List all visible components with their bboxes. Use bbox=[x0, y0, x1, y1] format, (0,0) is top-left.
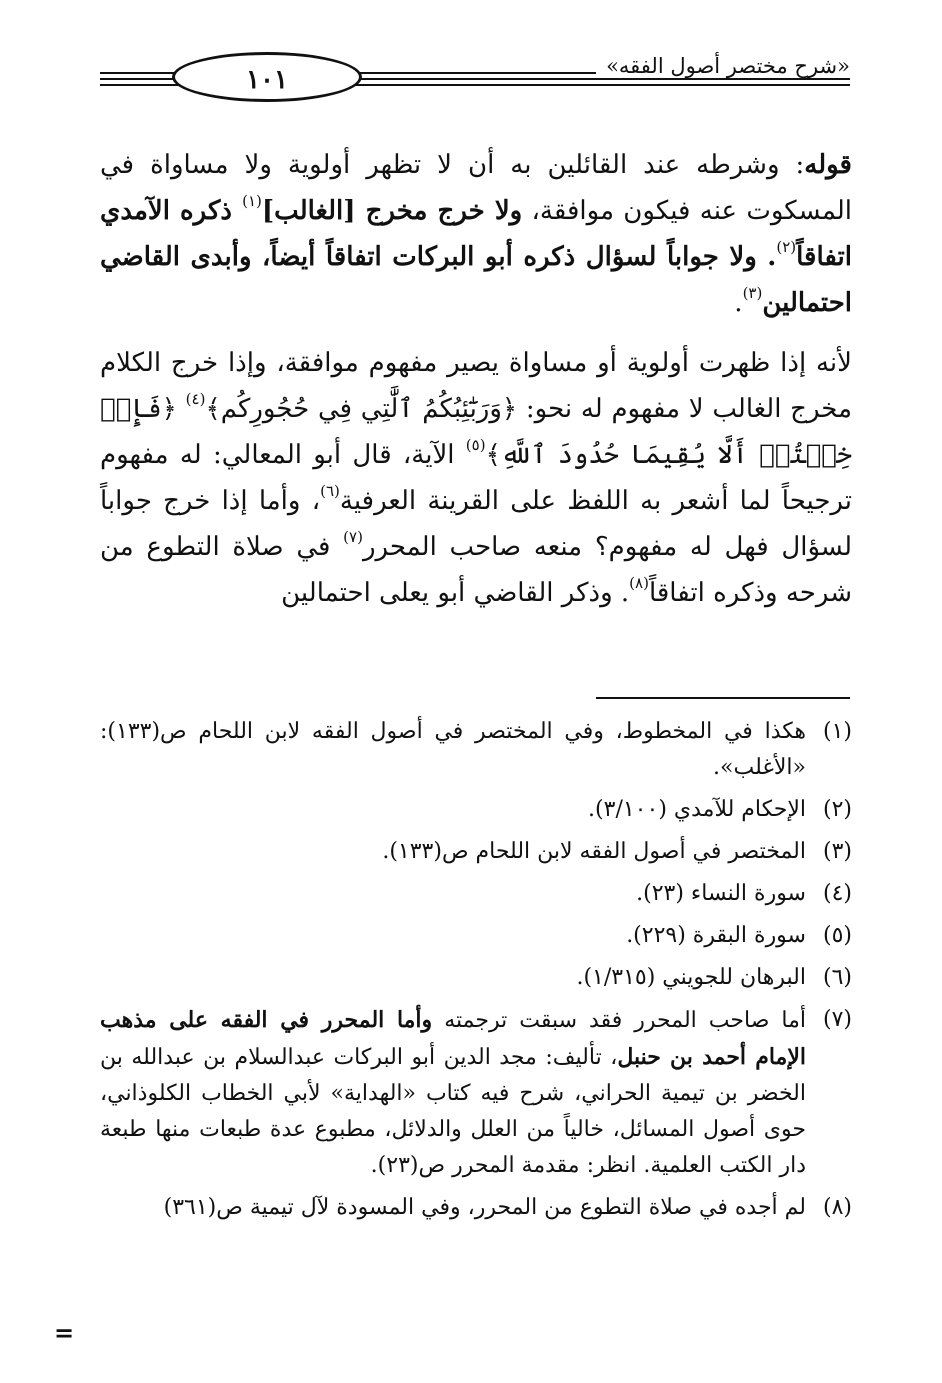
main-text bbox=[100, 142, 852, 616]
footnote-text: أما صاحب المحرر فقد سبقت ترجمته bbox=[432, 1008, 806, 1033]
text-run: ، وأما إذا خرج جواباً لسؤال فهل له مفهوم؟ منعه صاحب المحرر bbox=[100, 486, 852, 562]
footnote-ref[interactable]: (٦) bbox=[320, 482, 340, 501]
page-number: ١٠١ bbox=[172, 52, 362, 102]
footnote-6 bbox=[100, 960, 852, 996]
footnote-ref[interactable]: (٤) bbox=[185, 390, 206, 409]
footnotes bbox=[100, 714, 852, 1232]
footnote-ref[interactable]: (٧) bbox=[343, 528, 363, 547]
footnote-number: (١) bbox=[822, 719, 852, 744]
footnote-number: (٣) bbox=[822, 839, 852, 864]
footnote-number: (٨) bbox=[822, 1195, 852, 1220]
footnote-ref[interactable]: (٥) bbox=[465, 436, 486, 455]
footnote-ref[interactable]: (٣) bbox=[742, 284, 763, 303]
page-header bbox=[100, 48, 850, 108]
running-title: «شرح مختصر أصول الفقه» bbox=[596, 54, 850, 78]
paragraph-matn bbox=[100, 142, 852, 326]
footnote-text: البرهان للجويني (١/٣١٥). bbox=[576, 965, 806, 990]
quran-quote: ﴿وَرَبَٰٓئِبُكُمُ ٱلَّٰتِي فِي حُجُورِكُم﴾ bbox=[205, 394, 518, 424]
quran-quote: ﴿فَإِنۡ خِفۡتُمۡ أَلَّا يُقِيمَا حُدُودَ ٱللَّهِ﴾ bbox=[100, 394, 853, 470]
footnote-number: (٥) bbox=[822, 923, 852, 948]
footnote-number: (٧) bbox=[822, 1007, 852, 1032]
text-run: في صلاة التطوع من شرحه وذكره اتفاقاً bbox=[100, 532, 852, 608]
continuation-mark: = bbox=[54, 1318, 75, 1347]
footnote-text: لم أجده في صلاة التطوع من المحرر، وفي المسودة لآل تيمية ص(٣٦١) bbox=[163, 1195, 806, 1220]
footnote-5 bbox=[100, 918, 852, 954]
footnote-number: (٢) bbox=[822, 797, 852, 822]
footnote-text: هكذا في المخطوط، وفي المختصر في أصول الفقه لابن اللحام ص(١٣٣): «الأغلب». bbox=[100, 719, 806, 780]
text-run: . وذكر القاضي أبو يعلى احتمالين bbox=[281, 578, 630, 608]
footnote-text: سورة النساء (٢٣). bbox=[636, 881, 806, 906]
text-run: الآية، قال أبو المعالي: له مفهوم ترجيحاً لما أشعر به اللفظ على القرينة العرفية bbox=[100, 440, 852, 516]
footnote-text: المختصر في أصول الفقه لابن اللحام ص(١٣٣). bbox=[382, 839, 806, 864]
footnote-7 bbox=[100, 1002, 852, 1184]
text-run bbox=[177, 394, 186, 424]
footnote-separator bbox=[596, 697, 850, 699]
footnote-number: (٤) bbox=[822, 881, 852, 906]
text-run: : وشرطه عند القائلين به أن لا تظهر أولوية ولا مساواة في المسكوت عنه فيكون موافقة، bbox=[100, 150, 852, 226]
footnote-text: الإحكام للآمدي (٣/١٠٠). bbox=[588, 797, 806, 822]
footnote-1 bbox=[100, 714, 852, 786]
footnote-4 bbox=[100, 876, 852, 912]
footnote-text: ، تأليف: مجد الدين أبو البركات عبدالسلام بن عبدالله بن الخضر بن تيمية الحراني، شرح فيه كتاب «الهداية» لأبي الخطاب الكلوذاني، حوى أصول المسائل، خالياً من العلل والدلائل، مطبوع عدة طبعات منها طبعة دار الكتب العلمية. انظر: مقدمة المحرر ص(٢٣). bbox=[100, 1045, 806, 1178]
bold-text-run: ولا خرج مخرج [الغالب] bbox=[261, 196, 523, 226]
footnote-3 bbox=[100, 834, 852, 870]
footnote-ref[interactable]: (١) bbox=[242, 192, 262, 211]
footnote-ref[interactable]: (٢) bbox=[776, 238, 797, 257]
footnote-bold-title: وأما المحرر في الفقه على مذهب الإمام أحمد بن حنبل bbox=[100, 1007, 806, 1070]
footnote-text: سورة البقرة (٢٢٩). bbox=[626, 923, 806, 948]
footnote-2 bbox=[100, 792, 852, 828]
text-run: . bbox=[734, 288, 743, 318]
bold-text-run: ذكره الآمدي اتفاقاً bbox=[100, 196, 852, 272]
text-run: لأنه إذا ظهرت أولوية أو مساواة يصير مفهوم موافقة، وإذا خرج الكلام مخرج الغالب لا مفهوم له نحو: bbox=[100, 348, 853, 424]
qawluhu-lead: قوله bbox=[804, 150, 852, 180]
footnote-number: (٦) bbox=[822, 965, 852, 990]
bold-text-run: . ولا جواباً لسؤال ذكره أبو البركات اتفاقاً أيضاً، وأبدى القاضي احتمالين bbox=[100, 242, 852, 318]
paragraph-sharh bbox=[100, 340, 852, 616]
footnote-8 bbox=[100, 1190, 852, 1226]
footnote-ref[interactable]: (٨) bbox=[629, 574, 649, 593]
